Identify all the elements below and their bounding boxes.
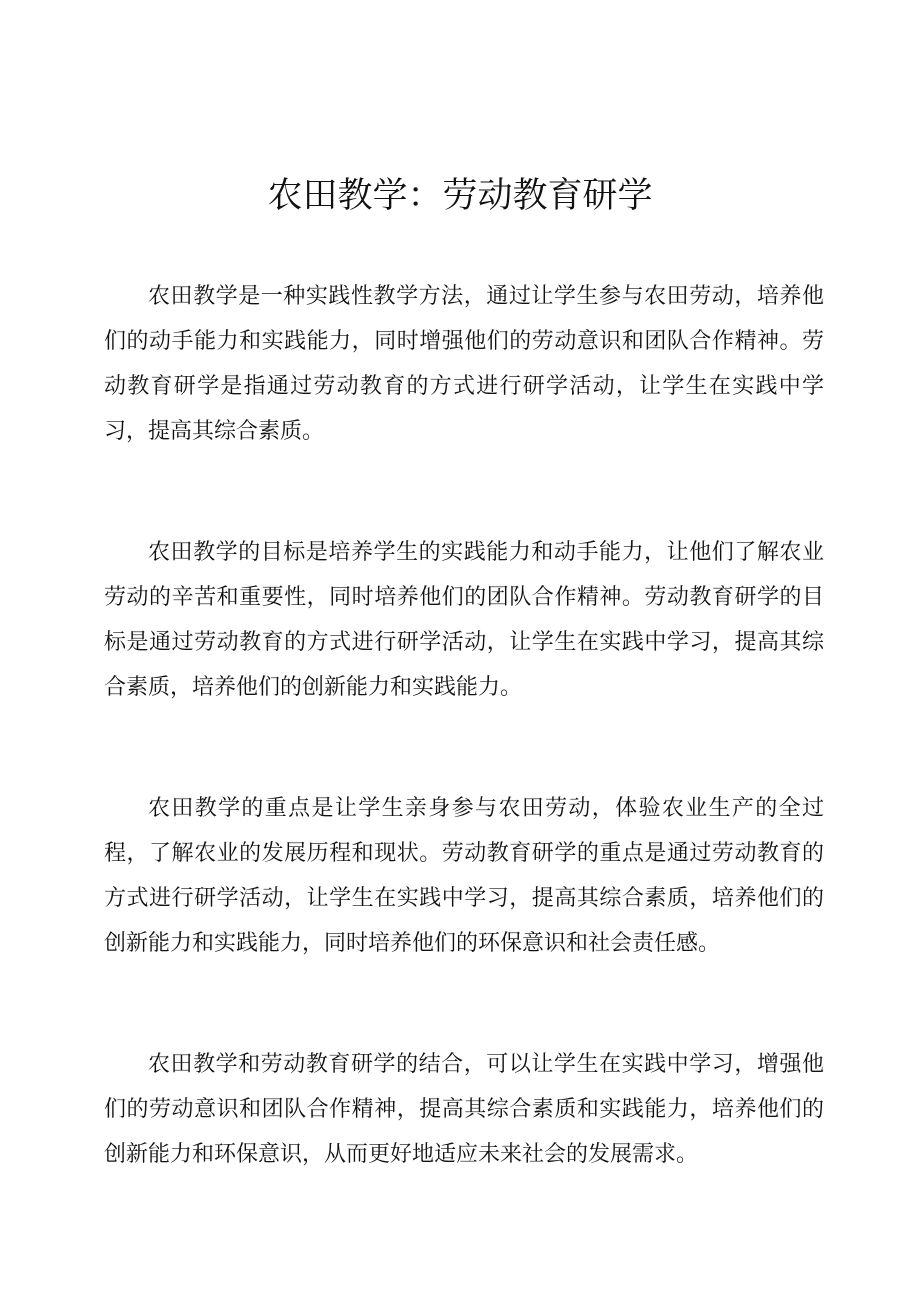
document-body (104, 274, 824, 1177)
paragraph-2: 农田教学的目标是培养学生的实践能力和动手能力，让他们了解农业劳动的辛苦和重要性，同时培养他们的团队合作精神。劳动教育研学的目标是通过劳动教育的方式进行研学活动，让学生在实践中学习，提高其综合素质，培养他们的创新能力和实践能力。 (104, 540, 824, 700)
paragraph-4: 农田教学和劳动教育研学的结合，可以让学生在实践中学习，增强他们的劳动意识和团队合作精神，提高其综合素质和实践能力，培养他们的创新能力和环保意识，从而更好地适应未来社会的发展需求。 (104, 1052, 824, 1167)
paragraph-1: 农田教学是一种实践性教学方法，通过让学生参与农田劳动，培养他们的动手能力和实践能力，同时增强他们的劳动意识和团队合作精神。劳动教育研学是指通过劳动教育的方式进行研学活动，让学生在实践中学习，提高其综合素质。 (104, 284, 824, 444)
paragraph-3: 农田教学的重点是让学生亲身参与农田劳动，体验农业生产的全过程，了解农业的发展历程和现状。劳动教育研学的重点是通过劳动教育的方式进行研学活动，让学生在实践中学习，提高其综合素质，培养他们的创新能力和实践能力，同时培养他们的环保意识和社会责任感。 (104, 796, 824, 956)
page-title: 农田教学：劳动教育研学 (267, 176, 653, 216)
